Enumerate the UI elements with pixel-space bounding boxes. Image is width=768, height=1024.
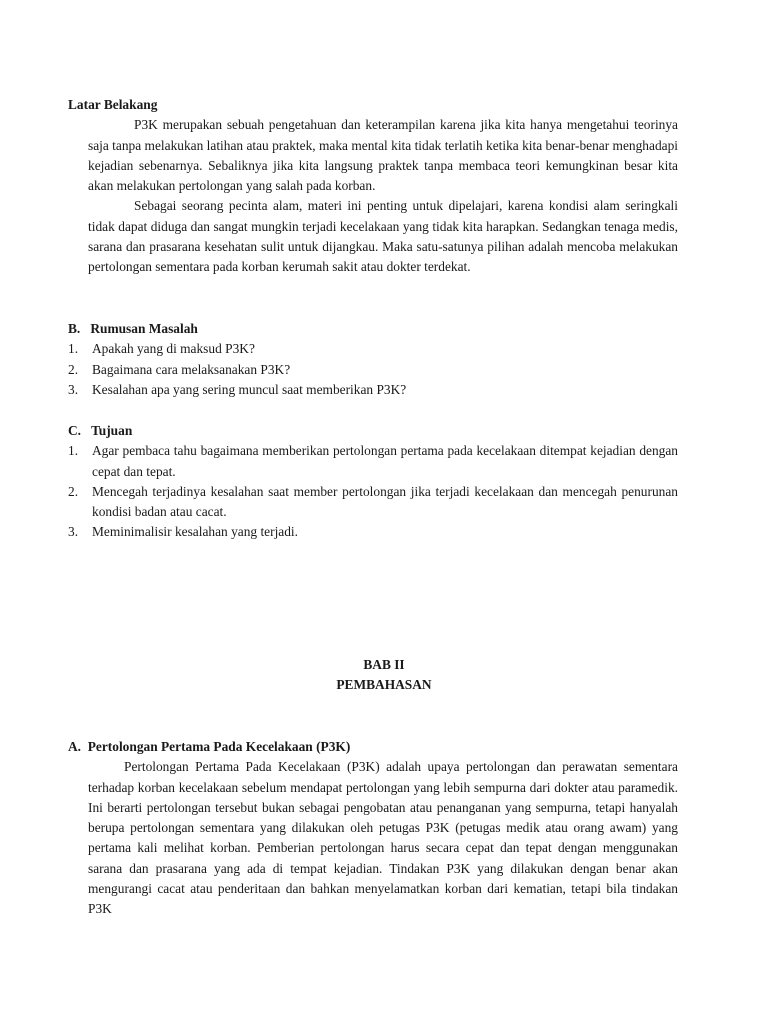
chapter-title: PEMBAHASAN — [336, 677, 432, 693]
list-number: 1. — [68, 341, 79, 357]
paragraph: Sebagai seorang pecinta alam, materi ini penting untuk dipelajari, karena kondisi alam seringkali tidak dapat diduga dan sangat mungkin terjadi kecelakaan yang tidak kita harapkan. Sedangkan tenaga medis, sarana dan prasarana kesehatan sulit untuk dijangkau. Maka satu-satunya pilihan adalah mencoba melakukan pertolongan sementara pada korban kerumah sakit atau dokter terdekat. — [88, 198, 678, 275]
section-heading — [68, 737, 678, 757]
section-heading — [68, 421, 678, 441]
section-title: Pertolongan Pertama Pada Kecelakaan (P3K) — [87, 739, 351, 754]
section-letter: C. — [68, 423, 82, 438]
section-latar-belakang — [68, 95, 678, 278]
section-letter: A. — [68, 739, 82, 754]
section-title: Tujuan — [91, 423, 133, 438]
list-number: 1. — [68, 443, 79, 459]
numbered-list — [68, 441, 678, 542]
list-number: 3. — [68, 524, 79, 540]
section-tujuan — [68, 421, 678, 543]
paragraph: P3K merupakan sebuah pengetahuan dan keterampilan karena jika kita hanya mengetahui teorinya saja tanpa melakukan latihan atau praktek, maka mental kita tidak terlatih ketika kita benar-benar menghadapi kejadian sebenarnya. Sebaliknya jika kita langsung praktek tanpa membaca teori kemungkinan besar kita akan melakukan pertolongan yang salah pada korban. — [88, 117, 678, 194]
section-rumusan-masalah — [68, 319, 678, 400]
section-heading: Latar Belakang — [68, 97, 158, 112]
list-number: 3. — [68, 381, 79, 397]
list-item — [68, 441, 678, 482]
list-text: Kesalahan apa yang sering muncul saat memberikan P3K? — [92, 381, 407, 397]
section-letter: B. — [68, 321, 81, 336]
list-text: Apakah yang di maksud P3K? — [92, 341, 255, 357]
list-text: Mencegah terjadinya kesalahan saat member pertolongan jika terjadi kecelakaan dan mencegah penurunan kondisi badan atau cacat. — [92, 483, 678, 520]
section-body — [68, 115, 678, 277]
list-item — [68, 482, 678, 523]
list-text: Agar pembaca tahu bagaimana memberikan pertolongan pertama pada kecelakaan ditempat kejadian dengan cepat dan tepat. — [92, 443, 678, 479]
list-item — [68, 522, 678, 542]
list-item — [68, 339, 678, 359]
list-number: 2. — [68, 483, 79, 499]
list-text: Meminimalisir kesalahan yang terjadi. — [92, 524, 299, 540]
section-body — [68, 757, 678, 919]
section-pertolongan-pertama — [68, 737, 678, 920]
section-heading — [68, 319, 678, 339]
section-title: Rumusan Masalah — [90, 321, 198, 336]
chapter-number: BAB II — [363, 657, 405, 672]
list-item — [68, 360, 678, 380]
list-text: Bagaimana cara melaksanakan P3K? — [92, 361, 291, 377]
numbered-list — [68, 339, 678, 400]
list-item — [68, 380, 678, 400]
chapter-heading — [79, 655, 689, 696]
list-number: 2. — [68, 361, 79, 377]
paragraph: Pertolongan Pertama Pada Kecelakaan (P3K) adalah upaya pertolongan dan perawatan sementara terhadap korban kecelakaan sebelum mendapat pertolongan yang lebih sempurna dari dokter atau paramedik. Ini berarti pertolongan tersebut bukan sebagai pengobatan atau penanganan yang sempurna, tetapi hanyalah berupa pertolongan sementara yang dilakukan oleh petugas P3K (petugas medik atau orang awam) yang pertama kali melihat korban. Pemberian pertolongan harus secara cepat dan tepat dengan menggunakan sarana dan prasarana yang ada di tempat kejadian. Tindakan P3K yang dilakukan dengan benar akan mengurangi cacat atau penderitaan dan bahkan menyelamatkan korban dari kematian, tetapi bila tindakan P3K — [88, 759, 678, 917]
